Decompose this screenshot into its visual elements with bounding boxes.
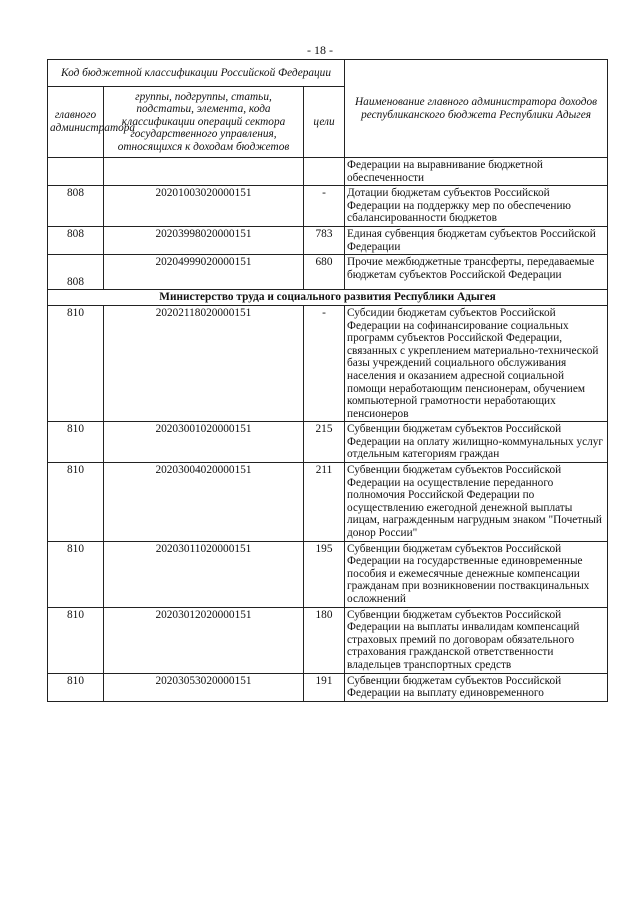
name-cell: Единая субвенция бюджетам субъектов Российской Федерации (345, 226, 608, 254)
table-row (48, 463, 608, 542)
name-cell: Субвенции бюджетам субъектов Российской Федерации на выплату единовременного (345, 673, 608, 701)
goal-cell: - (304, 186, 345, 227)
classification-code-cell: 20203053020000151 (104, 673, 304, 701)
name-cell: Субвенции бюджетам субъектов Российской Федерации на осуществление переданного полномочия Российской Федерации по осуществлению ежегодной денежной выплаты лицам, награжденным нагрудным знаком "Почетный донор России" (345, 463, 608, 542)
goal-cell: 195 (304, 541, 345, 607)
section-row (48, 290, 608, 306)
goal-cell: 211 (304, 463, 345, 542)
table-row (48, 226, 608, 254)
page-number: - 18 - (307, 43, 333, 57)
header-row-1 (48, 60, 608, 87)
name-cell: Субвенции бюджетам субъектов Российской Федерации на выплаты инвалидам компенсаций страховых премий по договорам обязательного страхования гражданской ответственности владельцев транспортных средств (345, 607, 608, 673)
admin-code-cell: 810 (48, 422, 104, 463)
admin-code-cell: 808 (48, 226, 104, 254)
admin-code-cell: 810 (48, 305, 104, 421)
goal-cell: - (304, 305, 345, 421)
table-row (48, 422, 608, 463)
classification-code-cell: 20203012020000151 (104, 607, 304, 673)
name-cell: Субвенции бюджетам субъектов Российской Федерации на государственные единовременные пособия и ежемесячные денежные компенсации гражданам при возникновении поствакцинальных осложнений (345, 541, 608, 607)
classification-code-cell: 20204999020000151 (104, 255, 304, 290)
header-group-title: Код бюджетной классификации Российской Федерации (48, 60, 345, 87)
name-cell: Дотации бюджетам субъектов Российской Федерации на поддержку мер по обеспечению сбалансированности бюджетов (345, 186, 608, 227)
goal-cell: 191 (304, 673, 345, 701)
name-cell: Субсидии бюджетам субъектов Российской Федерации на софинансирование социальных программ субъектов Российской Федерации, связанных с укреплением материально-технической базы учреждений социального обслуживания населения и оказанием адресной социальной помощи неработающим пенсионерам, обучением компьютерной грамотности неработающих пенсионеров (345, 305, 608, 421)
admin-code-cell: 808 (48, 255, 104, 290)
admin-code-cell: 810 (48, 463, 104, 542)
admin-code-cell: 810 (48, 607, 104, 673)
classification-code-cell: 20203004020000151 (104, 463, 304, 542)
goal-cell (304, 158, 345, 186)
admin-code-cell (48, 158, 104, 186)
classification-code-cell: 20201003020000151 (104, 186, 304, 227)
classification-code-cell: 20203998020000151 (104, 226, 304, 254)
table-row (48, 541, 608, 607)
name-cell: Субвенции бюджетам субъектов Российской Федерации на оплату жилищно-коммунальных услуг отдельным категориям граждан (345, 422, 608, 463)
section-title: Министерство труда и социального развития Республики Адыгея (48, 290, 608, 306)
header-col-name: Наименование главного администратора доходов республиканского бюджета Республики Адыгея (345, 60, 608, 158)
classification-code-cell: 20202118020000151 (104, 305, 304, 421)
table-row (48, 158, 608, 186)
name-cell: Федерации на выравнивание бюджетной обеспеченности (345, 158, 608, 186)
header-col-code: группы, подгруппы, статьи, подстатьи, элемента, кода классификации операций сектора государственного управления, относящихся к доходам бюджетов (104, 87, 304, 158)
header-col-goal: цели (304, 87, 345, 158)
goal-cell: 680 (304, 255, 345, 290)
goal-cell: 180 (304, 607, 345, 673)
table-row (48, 255, 608, 290)
budget-classification-table (47, 59, 608, 702)
admin-code-cell: 808 (48, 186, 104, 227)
header-col-admin: главного администратора (48, 87, 104, 158)
table-row (48, 607, 608, 673)
classification-code-cell: 20203011020000151 (104, 541, 304, 607)
table-row (48, 305, 608, 421)
admin-code-cell: 810 (48, 673, 104, 701)
table-row (48, 186, 608, 227)
name-cell: Прочие межбюджетные трансферты, передаваемые бюджетам субъектов Российской Федерации (345, 255, 608, 290)
admin-code-cell: 810 (48, 541, 104, 607)
table-row (48, 673, 608, 701)
goal-cell: 215 (304, 422, 345, 463)
classification-code-cell (104, 158, 304, 186)
goal-cell: 783 (304, 226, 345, 254)
classification-code-cell: 20203001020000151 (104, 422, 304, 463)
